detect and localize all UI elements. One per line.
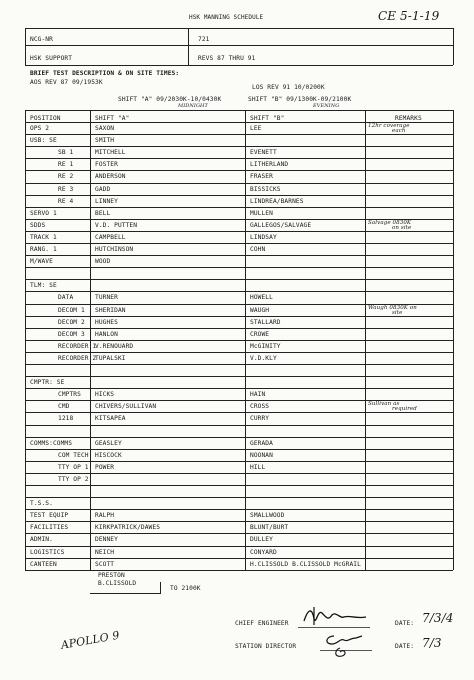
shift-b-cell: WAUGH: [250, 307, 270, 314]
date2-value: 7/3: [422, 636, 442, 650]
row-divider: [25, 243, 453, 244]
shift-a-cell: HANLON: [95, 331, 118, 338]
shift-a-cell: HUGHES: [95, 319, 118, 326]
row-divider: [25, 170, 453, 171]
position-cell: FACILITIES: [30, 524, 69, 531]
row-divider: [25, 546, 453, 547]
shift-a-cell: NEICH: [95, 549, 115, 556]
row-divider: [25, 340, 453, 341]
row-divider: [25, 437, 453, 438]
shift-a-cell: TURNER: [95, 294, 118, 301]
position-cell: RE 1: [58, 161, 74, 168]
shift-a-cell: SHERIDAN: [95, 307, 126, 314]
position-cell: DATA: [58, 294, 74, 301]
shift-b-cell: LINDREA/BARNES: [250, 198, 304, 205]
footer-to: TO 2100K: [170, 585, 201, 592]
row-divider: [25, 267, 453, 268]
shift-a-cell: MITCHELL: [95, 149, 126, 156]
remarks-cell-line2: each: [392, 128, 406, 134]
position-cell: RE 4: [58, 198, 74, 205]
position-cell: RANG. 1: [30, 246, 57, 253]
position-cell: RECORDER 1: [58, 343, 97, 350]
shift-b-cell: FRASER: [250, 173, 273, 180]
row-divider: [25, 533, 453, 534]
header-row1-mid: 721: [198, 36, 210, 43]
shift-a-cell: SCOTT: [95, 561, 115, 568]
brief-heading: BRIEF TEST DESCRIPTION & ON SITE TIMES:: [30, 70, 180, 77]
row-divider: [25, 425, 453, 426]
row-divider: [25, 473, 453, 474]
shift-b-cell: LEE: [250, 125, 262, 132]
position-cell: RE 3: [58, 186, 74, 193]
shift-b-cell: CURRY: [250, 415, 270, 422]
brief-hand-a: MIDNIGHT: [178, 103, 208, 109]
position-cell: DECOM 2: [58, 319, 85, 326]
remarks-cell: Sullivan as: [368, 401, 400, 407]
shift-b-cell: BLUNT/BURT: [250, 524, 289, 531]
row-divider: [25, 558, 453, 559]
footer-preston: PRESTON: [98, 572, 125, 579]
shift-a-cell: FOSTER: [95, 161, 118, 168]
shift-a-cell: GADD: [95, 186, 111, 193]
col-position: POSITION: [30, 115, 61, 122]
row-divider: [25, 195, 453, 196]
shift-b-cell: McGINITY: [250, 343, 281, 350]
row-divider: [25, 134, 453, 135]
shift-b-cell: MULLEN: [250, 210, 273, 217]
position-cell: TRACK 1: [30, 234, 57, 241]
brief-los: LOS REV 91 10/0200K: [252, 84, 325, 91]
shift-a-cell: WOOD: [95, 258, 111, 265]
col-remarks: REMARKS: [395, 115, 422, 122]
remarks-cell: Salvage 0830K: [368, 220, 412, 226]
shift-b-cell: LINDSAY: [250, 234, 277, 241]
row-divider: [25, 158, 453, 159]
shift-a-cell: GEASLEY: [95, 440, 122, 447]
shift-b-cell: V.D.KLY: [250, 355, 277, 362]
shift-b-cell: NOONAN: [250, 452, 273, 459]
header-row2-left: HSK SUPPORT: [30, 55, 73, 62]
remarks-cell-line2: required: [392, 406, 417, 412]
shift-b-cell: HOWELL: [250, 294, 273, 301]
brief-shift-a: SHIFT "A" 09/2030K-10/0430K: [118, 96, 222, 103]
station-director-label: STATION DIRECTOR: [235, 643, 297, 650]
position-cell: RE 2: [58, 173, 74, 180]
station-director-signature: [322, 630, 367, 662]
shift-a-cell: KIRKPATRICK/DAWES: [95, 524, 161, 531]
shift-b-cell: HILL: [250, 464, 266, 471]
row-divider: [25, 521, 453, 522]
chief-engineer-signature: [300, 605, 370, 627]
row-divider: [25, 255, 453, 256]
col-shift-a: SHIFT "A": [95, 115, 130, 122]
apollo-handwritten: APOLLO 9: [59, 628, 121, 652]
row-divider: [25, 207, 453, 208]
position-cell: TTY OP 2: [58, 476, 89, 483]
shift-b-cell: BISSICKS: [250, 186, 281, 193]
position-cell: SDDS: [30, 222, 46, 229]
shift-a-cell: DENNEY: [95, 536, 118, 543]
position-cell: DECOM 3: [58, 331, 85, 338]
position-cell: 1218: [58, 415, 74, 422]
chief-engineer-label: CHIEF ENGINEER: [235, 620, 289, 627]
remarks-cell: Waugh 0830K on: [368, 305, 417, 311]
shift-a-cell: HUTCHINSON: [95, 246, 134, 253]
shift-a-cell: V.RENOUARD: [95, 343, 134, 350]
position-cell: ADMIN.: [30, 536, 53, 543]
date1-label: DATE:: [395, 620, 415, 627]
shift-a-cell: RALPH: [95, 512, 115, 519]
position-cell: COM TECH: [58, 452, 89, 459]
shift-a-cell: ANDERSON: [95, 173, 126, 180]
header-row1-left: NCG-NR: [30, 36, 53, 43]
position-cell: TLM: SE: [30, 282, 57, 289]
remarks-cell: 12hr coverage: [368, 123, 410, 129]
shift-b-cell: CONYARD: [250, 549, 277, 556]
shift-a-cell: SAXON: [95, 125, 115, 132]
row-divider: [25, 497, 453, 498]
shift-b-cell: CROWE: [250, 331, 270, 338]
row-divider: [25, 570, 453, 571]
row-divider: [25, 509, 453, 510]
header-row2-mid: REVS 87 THRU 91: [198, 55, 256, 62]
row-divider: [25, 364, 453, 365]
position-cell: T.S.S.: [30, 500, 53, 507]
date1-value: 7/3/4: [422, 611, 454, 625]
shift-b-cell: EVENETT: [250, 149, 277, 156]
row-divider: [25, 231, 453, 232]
row-divider: [25, 412, 453, 413]
position-cell: TTY OP 1: [58, 464, 89, 471]
position-cell: CMPTR: SE: [30, 379, 65, 386]
row-divider: [25, 485, 453, 486]
position-cell: SERVO 1: [30, 210, 57, 217]
shift-a-cell: POWER: [95, 464, 115, 471]
row-divider: [25, 328, 453, 329]
shift-a-cell: HISCOCK: [95, 452, 122, 459]
position-cell: LOGISTICS: [30, 549, 65, 556]
row-divider: [25, 449, 453, 450]
shift-b-cell: DULLEY: [250, 536, 273, 543]
row-divider: [25, 279, 453, 280]
shift-b-cell: CROSS: [250, 403, 270, 410]
date2-label: DATE:: [395, 643, 415, 650]
brief-hand-b: EVENING: [313, 103, 340, 109]
position-cell: USB: SE: [30, 137, 57, 144]
position-cell: DECOM 1: [58, 307, 85, 314]
row-divider: [25, 146, 453, 147]
shift-b-cell: SMALLWOOD: [250, 512, 285, 519]
position-cell: CANTEEN: [30, 561, 57, 568]
shift-b-cell: GALLEGOS/SALVAGE: [250, 222, 312, 229]
shift-b-cell: STALLARD: [250, 319, 281, 326]
footer-bclissold: B.CLISSOLD: [98, 580, 137, 587]
shift-a-cell: SMITH: [95, 137, 115, 144]
shift-a-cell: BELL: [95, 210, 111, 217]
remarks-cell-line2: on site: [392, 225, 412, 231]
row-divider: [25, 388, 453, 389]
row-divider: [25, 183, 453, 184]
col-shift-b: SHIFT "B": [250, 115, 285, 122]
remarks-cell-line2: site: [392, 310, 403, 316]
top-right-note: CE 5-1-19: [378, 9, 440, 23]
position-cell: CMPTRS: [58, 391, 81, 398]
shift-b-cell: GERADA: [250, 440, 273, 447]
position-cell: CMD: [58, 403, 70, 410]
shift-a-cell: TUPALSKI: [95, 355, 126, 362]
row-divider: [25, 461, 453, 462]
shift-b-cell: HAIN: [250, 391, 266, 398]
row-divider: [25, 376, 453, 377]
shift-a-cell: LINNEY: [95, 198, 118, 205]
shift-b-cell: COHN: [250, 246, 266, 253]
brief-aos: AOS REV 87 09/1953K: [30, 79, 103, 86]
shift-a-cell: KITSAPEA: [95, 415, 126, 422]
row-divider: [25, 291, 453, 292]
position-cell: SB 1: [58, 149, 74, 156]
brief-shift-b: SHIFT "B" 09/1300K-09/2100K: [248, 96, 352, 103]
form-title: HSK MANNING SCHEDULE: [189, 14, 264, 21]
shift-b-cell: H.CLISSOLD B.CLISSOLD McGRAIL: [250, 561, 361, 568]
position-cell: TEST EQUIP: [30, 512, 69, 519]
row-divider: [25, 352, 453, 353]
row-divider: [25, 316, 453, 317]
position-cell: M/WAVE: [30, 258, 53, 265]
shift-b-cell: LITHERLAND: [250, 161, 289, 168]
position-cell: RECORDER 2: [58, 355, 97, 362]
shift-a-cell: CAMPBELL: [95, 234, 126, 241]
shift-a-cell: V.D. PUTTEN: [95, 222, 138, 229]
position-cell: COMMS:COMMS: [30, 440, 73, 447]
shift-a-cell: HICKS: [95, 391, 115, 398]
position-cell: OPS 2: [30, 125, 50, 132]
shift-a-cell: CHIVERS/SULLIVAN: [95, 403, 157, 410]
